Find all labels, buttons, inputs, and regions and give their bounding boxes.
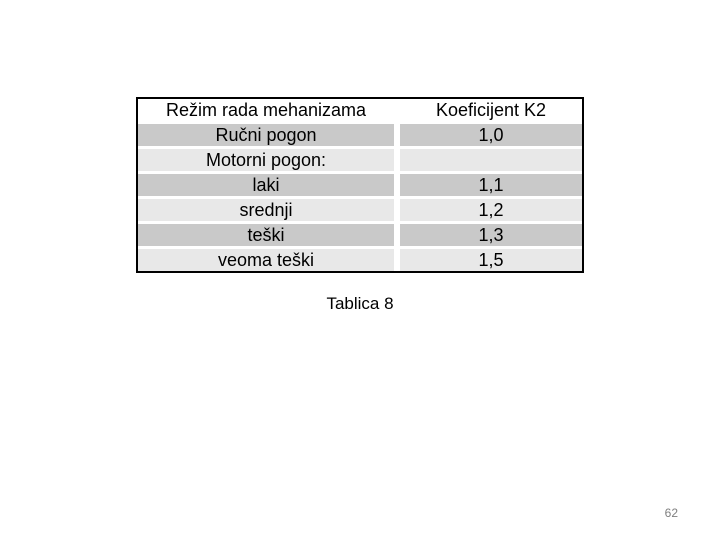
table-caption	[0, 293, 720, 315]
coefficient-table	[136, 97, 584, 273]
row-coefficient: 1,5	[400, 249, 582, 271]
row-coefficient: 1,0	[400, 124, 582, 149]
row-coefficient: 1,3	[400, 224, 582, 249]
row-coefficient	[400, 149, 582, 174]
table-row	[138, 149, 582, 174]
header-coefficient: Koeficijent K2	[400, 99, 582, 124]
table-row	[138, 224, 582, 249]
table-row	[138, 249, 582, 271]
table-row	[138, 124, 582, 149]
row-coefficient: 1,2	[400, 199, 582, 224]
row-coefficient: 1,1	[400, 174, 582, 199]
row-mode: Ručni pogon	[138, 124, 394, 149]
header-mode: Režim rada mehanizama	[138, 99, 394, 124]
table-row	[138, 174, 582, 199]
table-caption-text: Tablica 8	[326, 294, 394, 313]
page-number: 62	[664, 506, 678, 520]
row-mode: srednji	[138, 199, 394, 224]
row-mode: laki	[138, 174, 394, 199]
table-header-row	[138, 99, 582, 124]
table-row	[138, 199, 582, 224]
row-mode: veoma teški	[138, 249, 394, 271]
row-mode: teški	[138, 224, 394, 249]
row-mode: Motorni pogon:	[138, 149, 394, 174]
